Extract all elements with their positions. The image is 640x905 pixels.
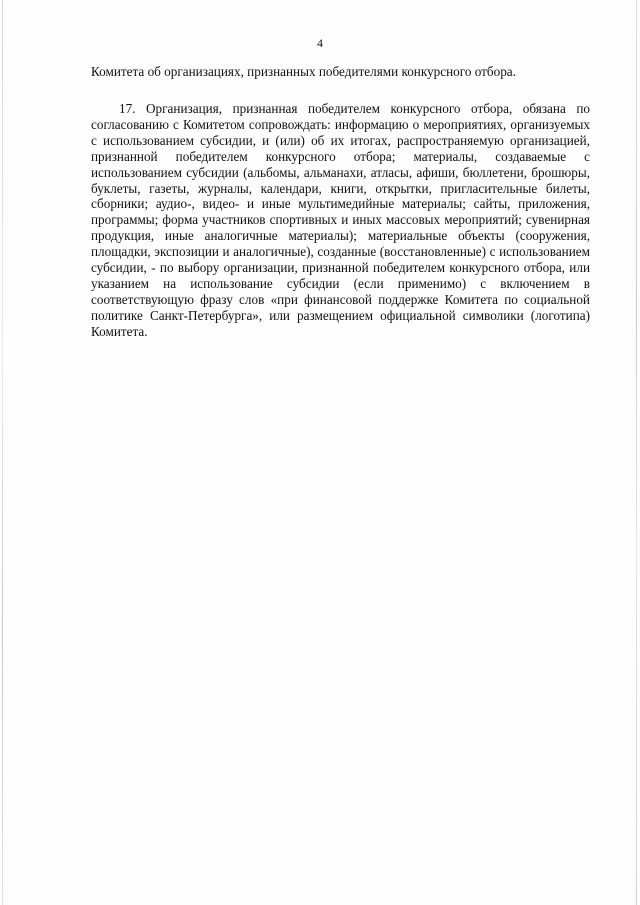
continuation-text: Комитета об организациях, признанных победителями конкурсного отбора. bbox=[91, 64, 516, 79]
scan-edge-left bbox=[2, 0, 3, 905]
scan-edge-right bbox=[636, 0, 637, 905]
page-number: 4 bbox=[317, 36, 323, 50]
paragraph-17: 17. Организация, признанная победителем конкурсного отбора, обязана по согласованию с Комитетом сопровождать: информацию о мероприятиях, организуемых с использованием субсидии, и (или) об их итогах, распространяемую организацией, признанной победителем конкурсного отбора; материалы, создаваемые с использованием субсидии (альбомы, альманахи, атласы, афиши, бюллетени, брошюры, буклеты, газеты, журналы, календари, книги, открытки, пригласительные билеты, сборники; аудио-, видео- и иные мультимедийные материалы; сайты, приложения, программы; форма участников спортивных и иных массовых мероприятий; сувенирная продукция, иные аналогичные материалы); материальные объекты (сооружения, площадки, экспозиции и аналогичные), созданные (восстановленные) с использованием субсидии, - по выбору организации, признанной победителем конкурсного отбора, или указанием на использование субсидии (если применимо) с включением в соответствующую фразу слов «при финансовой поддержке Комитета по социальной политике Санкт-Петербурга», или размещением официальной символики (логотипа) Комитета. bbox=[91, 101, 590, 339]
